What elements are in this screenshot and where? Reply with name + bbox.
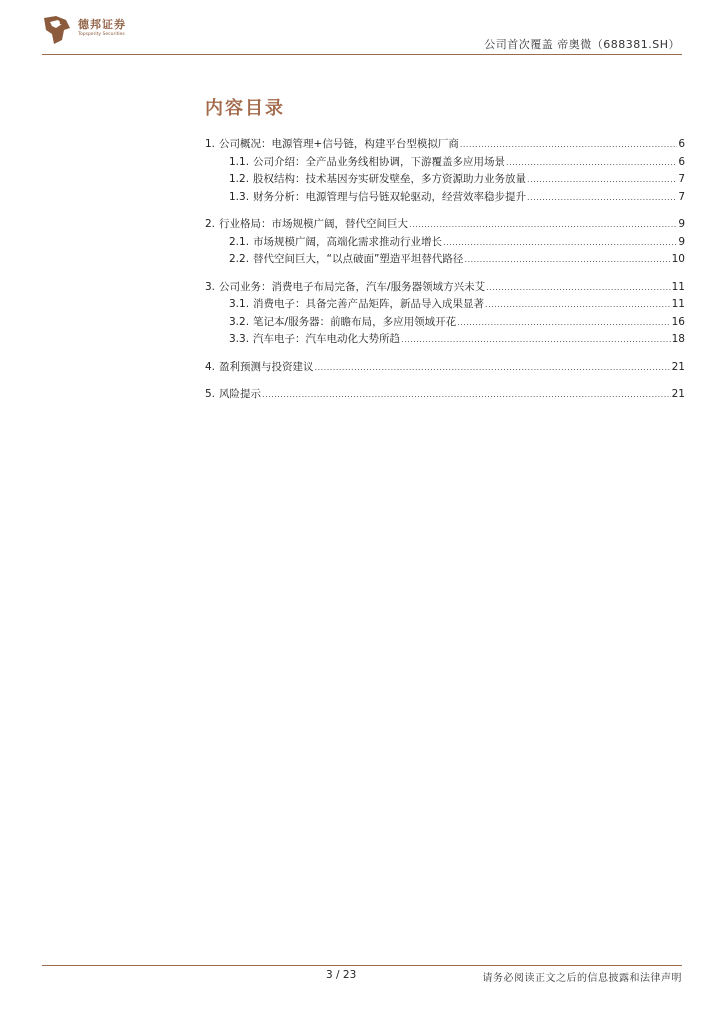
- toc-entry-page: 9: [678, 235, 685, 248]
- toc-entry-number: 2.2.: [229, 253, 250, 265]
- toc-entry-number: 3.1.: [229, 298, 250, 310]
- toc-entry-page: 21: [671, 388, 685, 400]
- toc-entry-number: 1.2.: [229, 173, 250, 185]
- toc-leader-dots: [262, 387, 671, 404]
- toc-entry-title: 公司概况：电源管理+信号链，构建平台型模拟厂商: [219, 138, 459, 150]
- toc-leader-dots: [443, 235, 677, 252]
- toc-entry-title: 消费电子：具备完善产品矩阵，新品导入成果显著: [253, 298, 485, 310]
- toc-subentry[interactable]: [205, 296, 685, 314]
- toc-entry-title: 笔记本/服务器：前瞻布局，多应用领域开花: [253, 315, 457, 328]
- toc-entry-page: 11: [671, 298, 685, 310]
- toc-entry-title: 市场规模广阔，高端化需求推动行业增长: [253, 235, 443, 248]
- toc-entry-number: 4.: [205, 360, 216, 373]
- toc-entry-number: 3.2.: [229, 315, 250, 328]
- toc-entry-title: 公司业务：消费电子布局完备，汽车/服务器领域方兴未艾: [219, 280, 486, 293]
- toc-entry-title: 行业格局：市场规模广阔，替代空间巨大: [219, 218, 409, 230]
- toc-entry-page: 10: [671, 253, 685, 265]
- page-number: 3 / 23: [326, 969, 357, 981]
- toc-entry-page: 18: [671, 333, 685, 345]
- toc-entry-page: 21: [671, 360, 685, 373]
- toc-leader-dots: [315, 360, 671, 377]
- toc-leader-dots: [527, 190, 677, 207]
- toc-entry[interactable]: [205, 279, 685, 297]
- toc-entry[interactable]: [205, 386, 685, 404]
- toc-subentry[interactable]: [205, 154, 685, 172]
- logo-name-en: Topsperity Securities: [78, 32, 125, 37]
- toc-entry-number: 5.: [205, 388, 216, 400]
- header-divider: [42, 54, 682, 55]
- toc-leader-dots: [409, 217, 677, 234]
- toc-leader-dots: [506, 155, 677, 172]
- toc-entry-title: 风险提示: [219, 388, 262, 400]
- toc-entry[interactable]: [205, 136, 685, 154]
- toc-subentry[interactable]: [205, 331, 685, 349]
- toc-leader-dots: [527, 172, 677, 189]
- toc-subentry[interactable]: [205, 171, 685, 189]
- table-of-contents: [205, 136, 685, 404]
- footer-divider: [42, 965, 682, 966]
- footer-disclaimer: 请务必阅读正文之后的信息披露和法律声明: [482, 973, 682, 984]
- toc-entry[interactable]: [205, 359, 685, 377]
- toc-leader-dots: [485, 297, 671, 314]
- toc-entry-number: 1.3.: [229, 190, 250, 203]
- toc-entry-page: 7: [678, 173, 685, 185]
- toc-entry-title: 汽车电子：汽车电动化大势所趋: [253, 333, 401, 345]
- toc-entry-number: 1.: [205, 138, 216, 150]
- toc-entry-number: 1.1.: [229, 155, 250, 168]
- toc-entry-number: 3.3.: [229, 333, 250, 345]
- toc-entry-title: 盈利预测与投资建议: [219, 360, 314, 373]
- toc-entry-title: 股权结构：技术基因夯实研发壁垒，多方资源助力业务放量: [253, 173, 527, 185]
- toc-leader-dots: [486, 280, 671, 297]
- toc-entry-title: 公司介绍：全产品业务线相协调，下游覆盖多应用场景: [253, 155, 506, 168]
- logo-name-cn: 德邦证券: [78, 18, 126, 31]
- company-logo: [42, 14, 126, 46]
- toc-leader-dots: [460, 137, 677, 154]
- toc-subentry[interactable]: [205, 251, 685, 269]
- toc-leader-dots: [401, 332, 671, 349]
- toc-leader-dots: [457, 315, 671, 332]
- logo-mark-icon: [42, 14, 72, 46]
- toc-entry-page: 6: [678, 138, 685, 150]
- toc-title: 内容目录: [205, 98, 285, 119]
- toc-subentry[interactable]: [205, 314, 685, 332]
- toc-entry-page: 7: [678, 190, 685, 203]
- toc-entry-page: 11: [671, 280, 685, 293]
- toc-leader-dots: [464, 252, 670, 269]
- toc-entry-number: 2.: [205, 218, 216, 230]
- toc-entry[interactable]: [205, 216, 685, 234]
- toc-entry-page: 16: [671, 315, 685, 328]
- toc-entry-title: 财务分析：电源管理与信号链双轮驱动，经营效率稳步提升: [253, 190, 527, 203]
- toc-entry-title: 替代空间巨大，“以点破面”塑造平坦替代路径: [253, 253, 464, 265]
- toc-entry-number: 2.1.: [229, 235, 250, 248]
- toc-entry-number: 3.: [205, 280, 216, 293]
- toc-subentry[interactable]: [205, 234, 685, 252]
- toc-entry-page: 9: [678, 218, 685, 230]
- toc-subentry[interactable]: [205, 189, 685, 207]
- toc-entry-page: 6: [678, 155, 685, 168]
- report-info: 公司首次覆盖 帝奥微（688381.SH）: [484, 38, 680, 51]
